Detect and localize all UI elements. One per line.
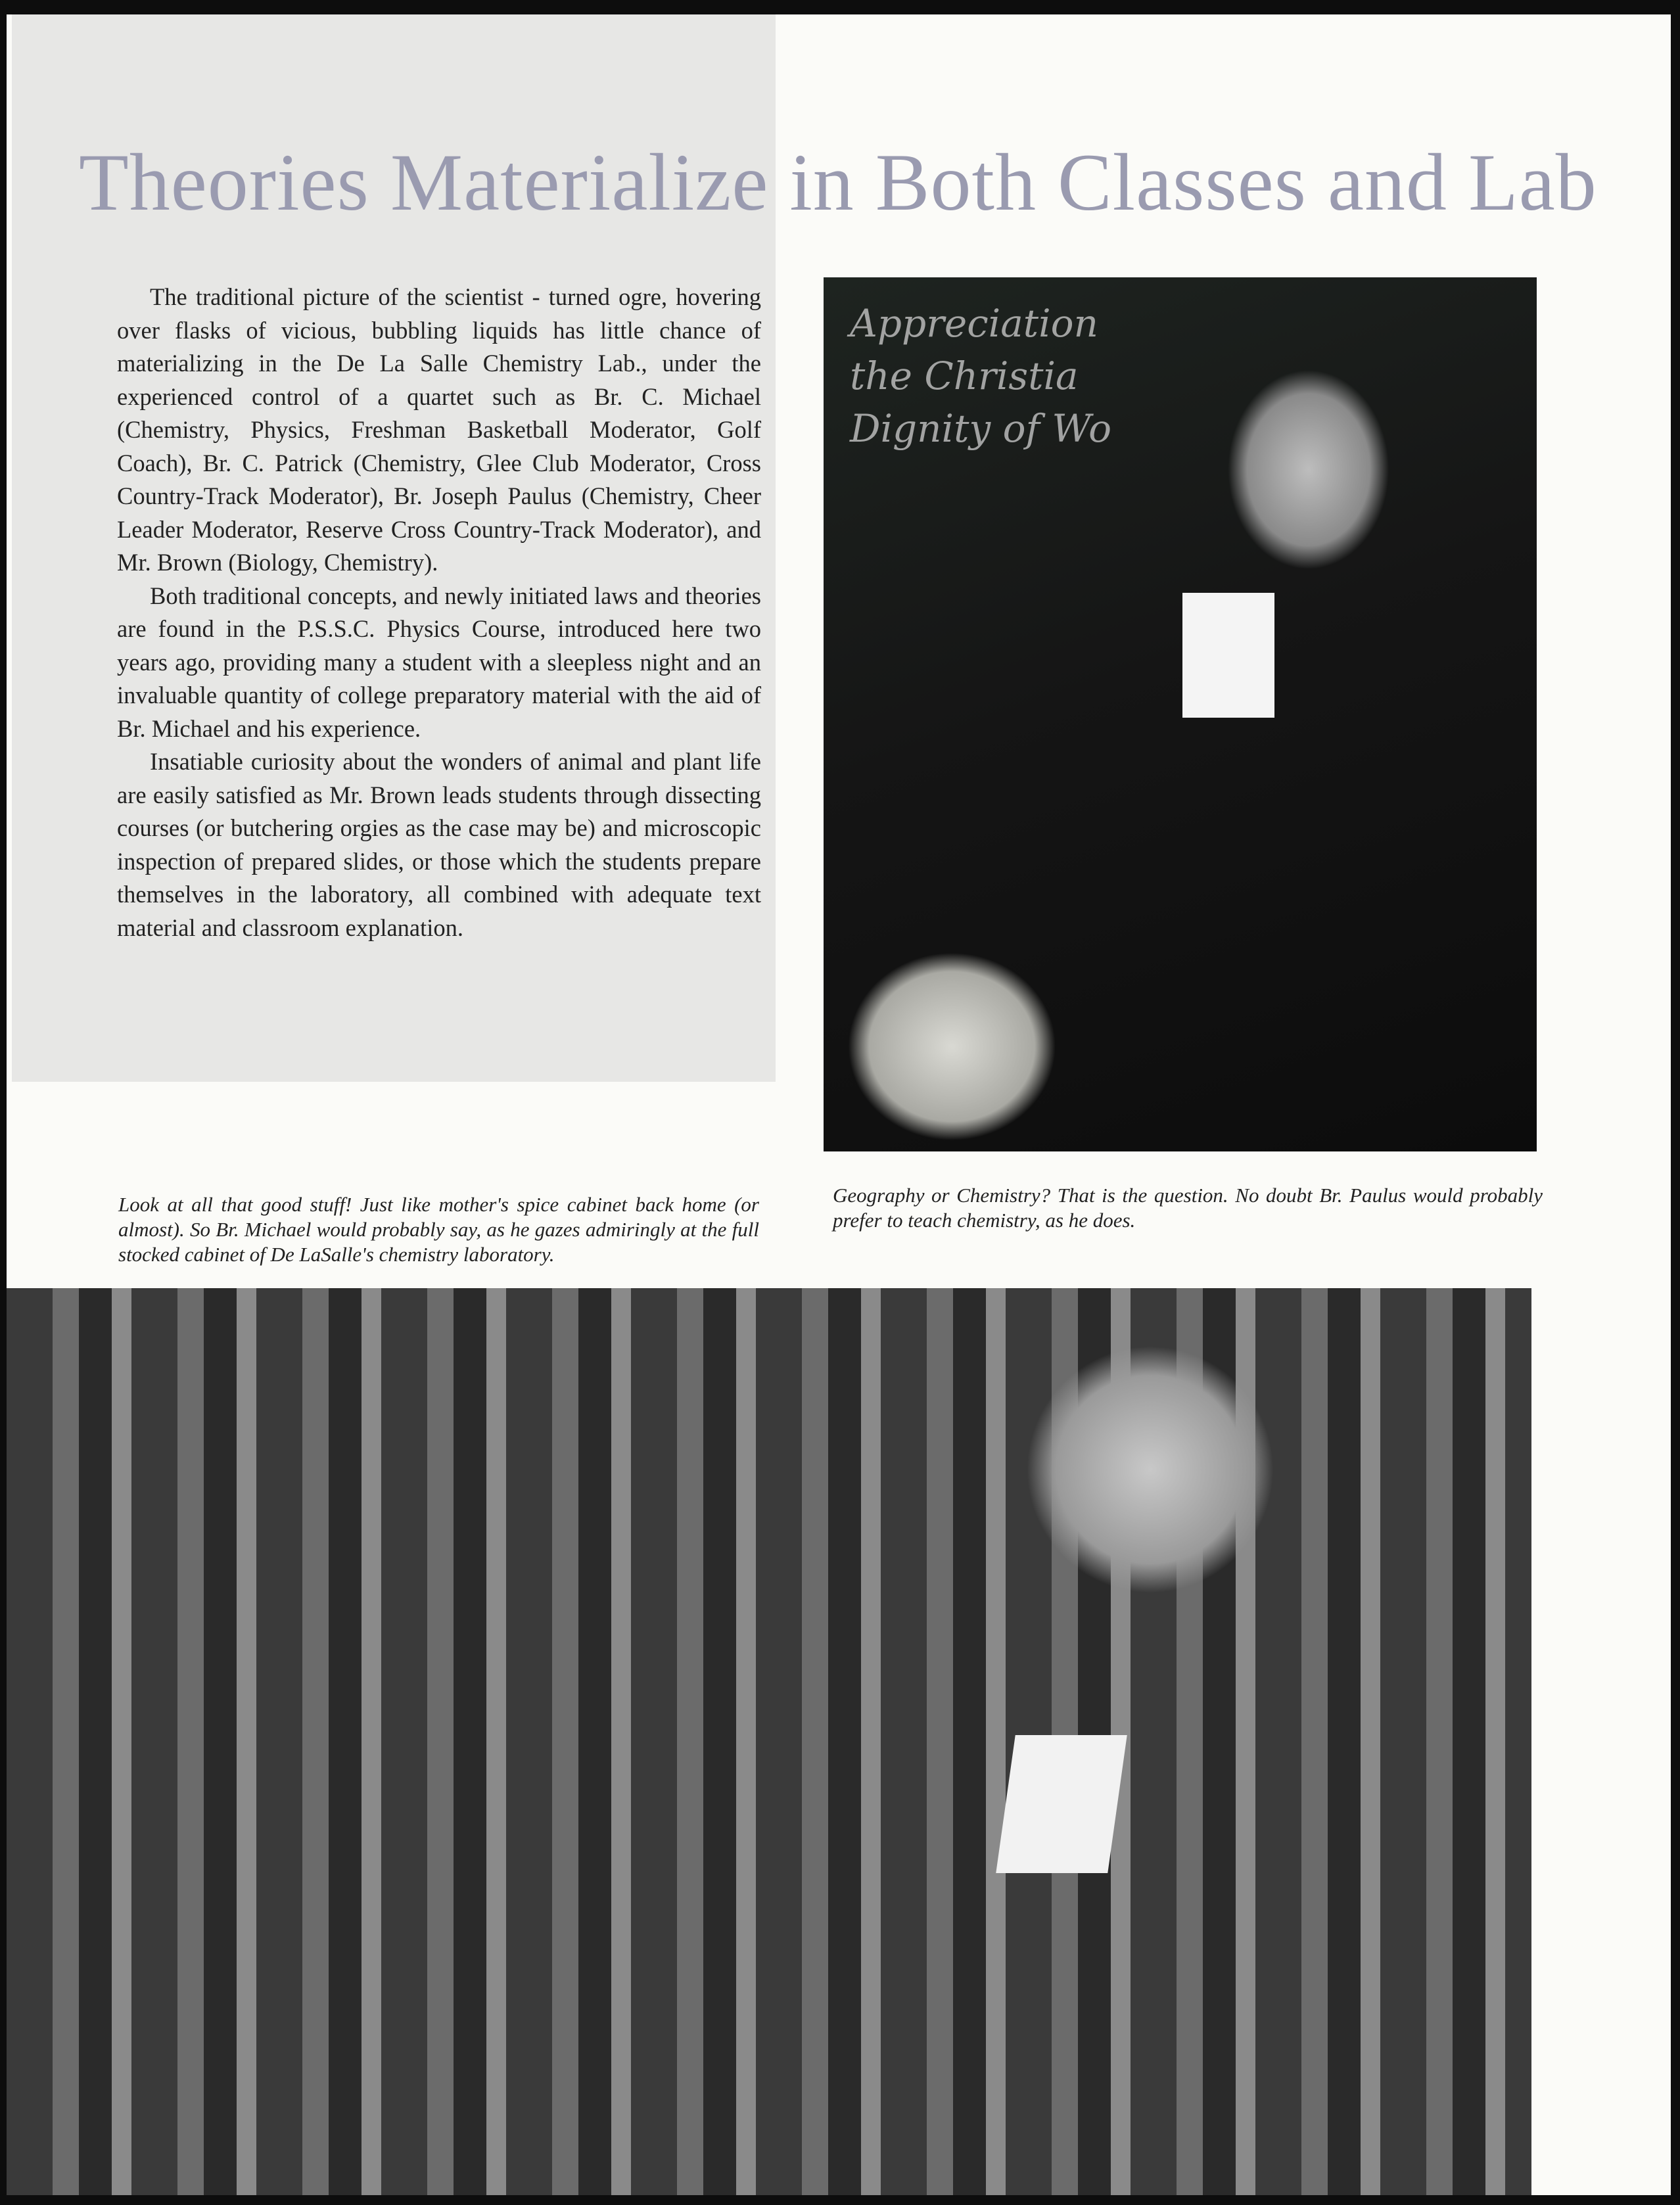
article-paragraph: The traditional picture of the scientist - turned ogre, hovering over flasks of vicious, bubbling liquids has little chance of materializing in the De La Salle Chemistry Lab., under the experienced control of a quartet such as Br. C. Michael (Chemistry, Physics, Freshman Basketball Moderator, Golf Coach), Br. C. Patrick (Chemistry, Glee Club Moderator, Cross Country-Track Moderator), Br. Joseph Paulus (Chemistry, Cheer Leader Moderator, Reserve Cross Country-Track Moderator), and Mr. Brown (Biology, Chemistry). [117,283,761,576]
chalkboard-line: Dignity of Wo [850,406,1112,451]
page-title: Theories Materialize in Both Classes and Lab [79,137,1597,227]
chalkboard-line: Appreciation [850,301,1098,346]
article-paragraph: Both traditional concepts, and newly initiated laws and theories are found in the P.S.S.C. Physics Course, introduced here two years ago, providing many a student with a sleepless night and an invaluable quantity of college preparatory material with the aid of Br. Michael and his experience. [117,582,761,742]
chalkboard-writing [850,297,1112,455]
caption-chemistry-cabinet: Look at all that good stuff! Just like mother's spice cabinet back home (or almost). So Br. Michael would probably say, as he gazes admiringly at the full stocked cabinet of De LaSalle's chemistry laboratory. [118,1193,759,1266]
clerical-collar [996,1735,1127,1873]
yearbook-page [7,14,1671,2195]
article-body [117,281,761,944]
clerical-collar [1182,593,1274,718]
chalkboard-line: the Christia [850,354,1079,398]
photo-teacher-with-globe [824,277,1537,1151]
caption-globe-photo: Geography or Chemistry? That is the question. No doubt Br. Paulus would probably prefer to teach chemistry, as he does. [833,1184,1543,1232]
article-paragraph: Insatiable curiosity about the wonders of animal and plant life are easily satisfied as Mr. Brown leads students through dissecting courses (or butchering orgies as the case may be) and microscopic inspection of prepared slides, or those which the students prepare themselves in the laboratory, all combined with adequate text material and classroom explanation. [117,748,761,941]
photo-chemistry-cabinet [7,1288,1531,2195]
